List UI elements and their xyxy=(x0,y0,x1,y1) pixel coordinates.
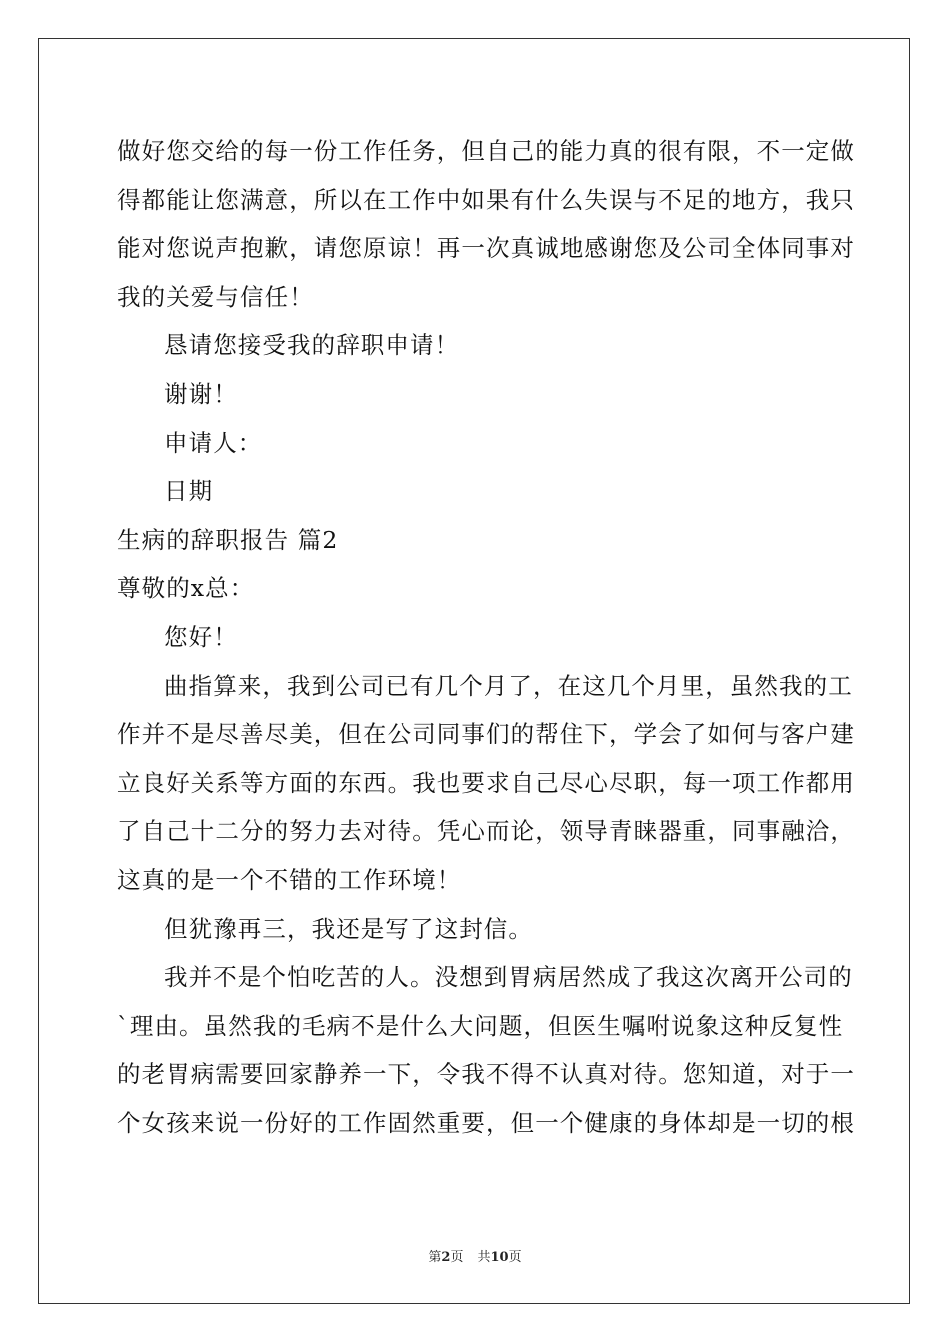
thanks-line: 谢谢！ xyxy=(164,379,238,408)
text-line: 我并不是个怕吃苦的人。没想到胃病居然成了我这次离开公司的 xyxy=(164,963,853,992)
text-line: 立良好关系等方面的东西。我也要求自己尽心尽职，每一项工作都用 xyxy=(117,768,855,797)
page-suffix: 页 xyxy=(450,1250,464,1265)
date-label: 日期 xyxy=(164,477,214,506)
total-prefix: 共 xyxy=(477,1250,491,1265)
page-prefix: 第 xyxy=(428,1250,442,1265)
text-line: 这真的是一个不错的工作环境！ xyxy=(117,865,462,894)
request-line: 恳请您接受我的辞职申请！ xyxy=(164,331,460,360)
text-line: 的老胃病需要回家静养一下，令我不得不认真对待。您知道，对于一 xyxy=(117,1060,855,1089)
text-line: 了自己十二分的努力去对待。凭心而论，领导青睐器重，同事融洽， xyxy=(117,817,855,846)
total-suffix: 页 xyxy=(508,1250,522,1265)
text-line: 能对您说声抱歉，请您原谅！再一次真诚地感谢您及公司全体同事对 xyxy=(117,234,855,263)
text-line: 曲指算来，我到公司已有几个月了，在这几个月里，虽然我的工 xyxy=(164,671,853,700)
total-page-count: 10 xyxy=(490,1250,509,1265)
text-line: 但犹豫再三，我还是写了这封信。 xyxy=(164,914,533,943)
text-line: 得都能让您满意，所以在工作中如果有什么失误与不足的地方，我只 xyxy=(117,185,855,214)
text-line: `理由。虽然我的毛病不是什么大问题，但医生嘱咐说象这种反复性 xyxy=(117,1011,844,1040)
current-page-number: 2 xyxy=(441,1250,451,1265)
salutation: 尊敬的x总： xyxy=(117,574,255,603)
document-body xyxy=(117,127,855,1147)
text-line: 我的关爱与信任！ xyxy=(117,282,314,311)
section-title: 生病的辞职报告 篇2 xyxy=(117,525,339,554)
text-line: 做好您交给的每一份工作任务，但自己的能力真的很有限，不一定做 xyxy=(117,137,855,165)
applicant-label: 申请人： xyxy=(164,428,263,457)
text-line: 个女孩来说一份好的工作固然重要，但一个健康的身体却是一切的根 xyxy=(117,1108,855,1137)
greeting: 您好！ xyxy=(164,622,238,651)
text-line: 作并不是尽善尽美，但在公司同事们的帮住下，学会了如何与客户建 xyxy=(117,720,855,749)
page-footer xyxy=(0,1246,950,1265)
